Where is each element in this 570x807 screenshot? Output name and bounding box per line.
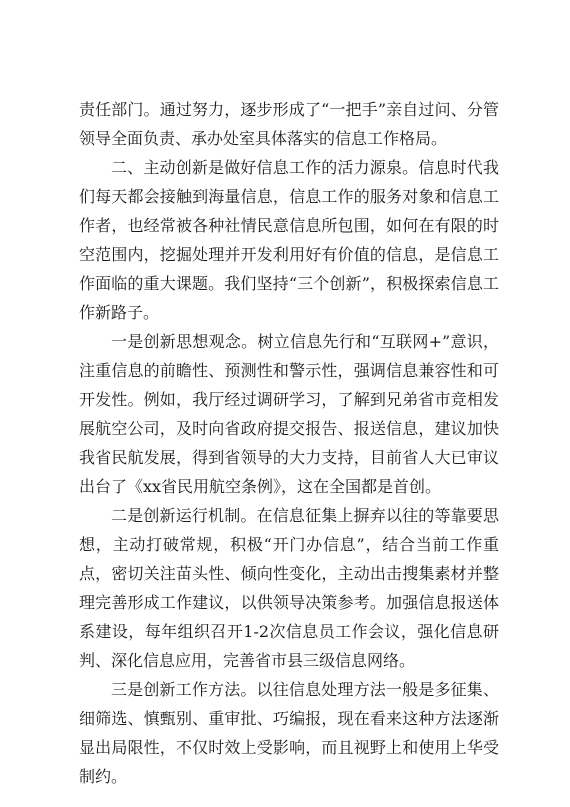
- paragraph-section-two: 二、主动创新是做好信息工作的活力源泉。信息时代我们每天都会接触到海量信息，信息工作的服务对象和信息工作者，也经常被各种社情民意信息所包围，如何在有限的时空范围内，挖掘处理并开发利用好有价值的信息，是信息工作面临的重大课题。我们坚持“三个创新”，积极探索信息工作新路子。: [79, 158, 499, 322]
- document-body: [79, 95, 499, 791]
- paragraph-continuation: 责任部门。通过努力，逐步形成了“一把手”亲自过问、分管领导全面负责、承办处室具体落实的信息工作格局。: [79, 100, 499, 148]
- paragraph-innovation-thinking: 一是创新思想观念。树立信息先行和“互联网+”意识，注重信息的前瞻性、预测性和警示性，强调信息兼容性和可开发性。例如，我厅经过调研学习，了解到兄弟省市竞相发展航空公司，及时向省政府提交报告、报送信息，建议加快我省民航发展，得到省领导的大力支持，目前省人大已审议出台了《xx省民用航空条例》，这在全国都是首创。: [79, 332, 499, 496]
- paragraph-innovation-method: 三是创新工作方法。以往信息处理方法一般是多征集、细筛选、慎甄别、重审批、巧编报，现在看来这种方法逐渐显出局限性，不仅时效上受影响，而且视野上和使用上华受制约。: [79, 680, 499, 786]
- paragraph-innovation-mechanism: 二是创新运行机制。在信息征集上摒弃以往的等靠要思想，主动打破常规，积极“开门办信息”，结合当前工作重点，密切关注苗头性、倾向性变化，主动出击搜集素材并整理完善形成工作建议，以供领导决策参考。加强信息报送体系建设，每年组织召开1-2次信息员工作会议，强化信息研判、深化信息应用，完善省市县三级信息网络。: [79, 506, 499, 670]
